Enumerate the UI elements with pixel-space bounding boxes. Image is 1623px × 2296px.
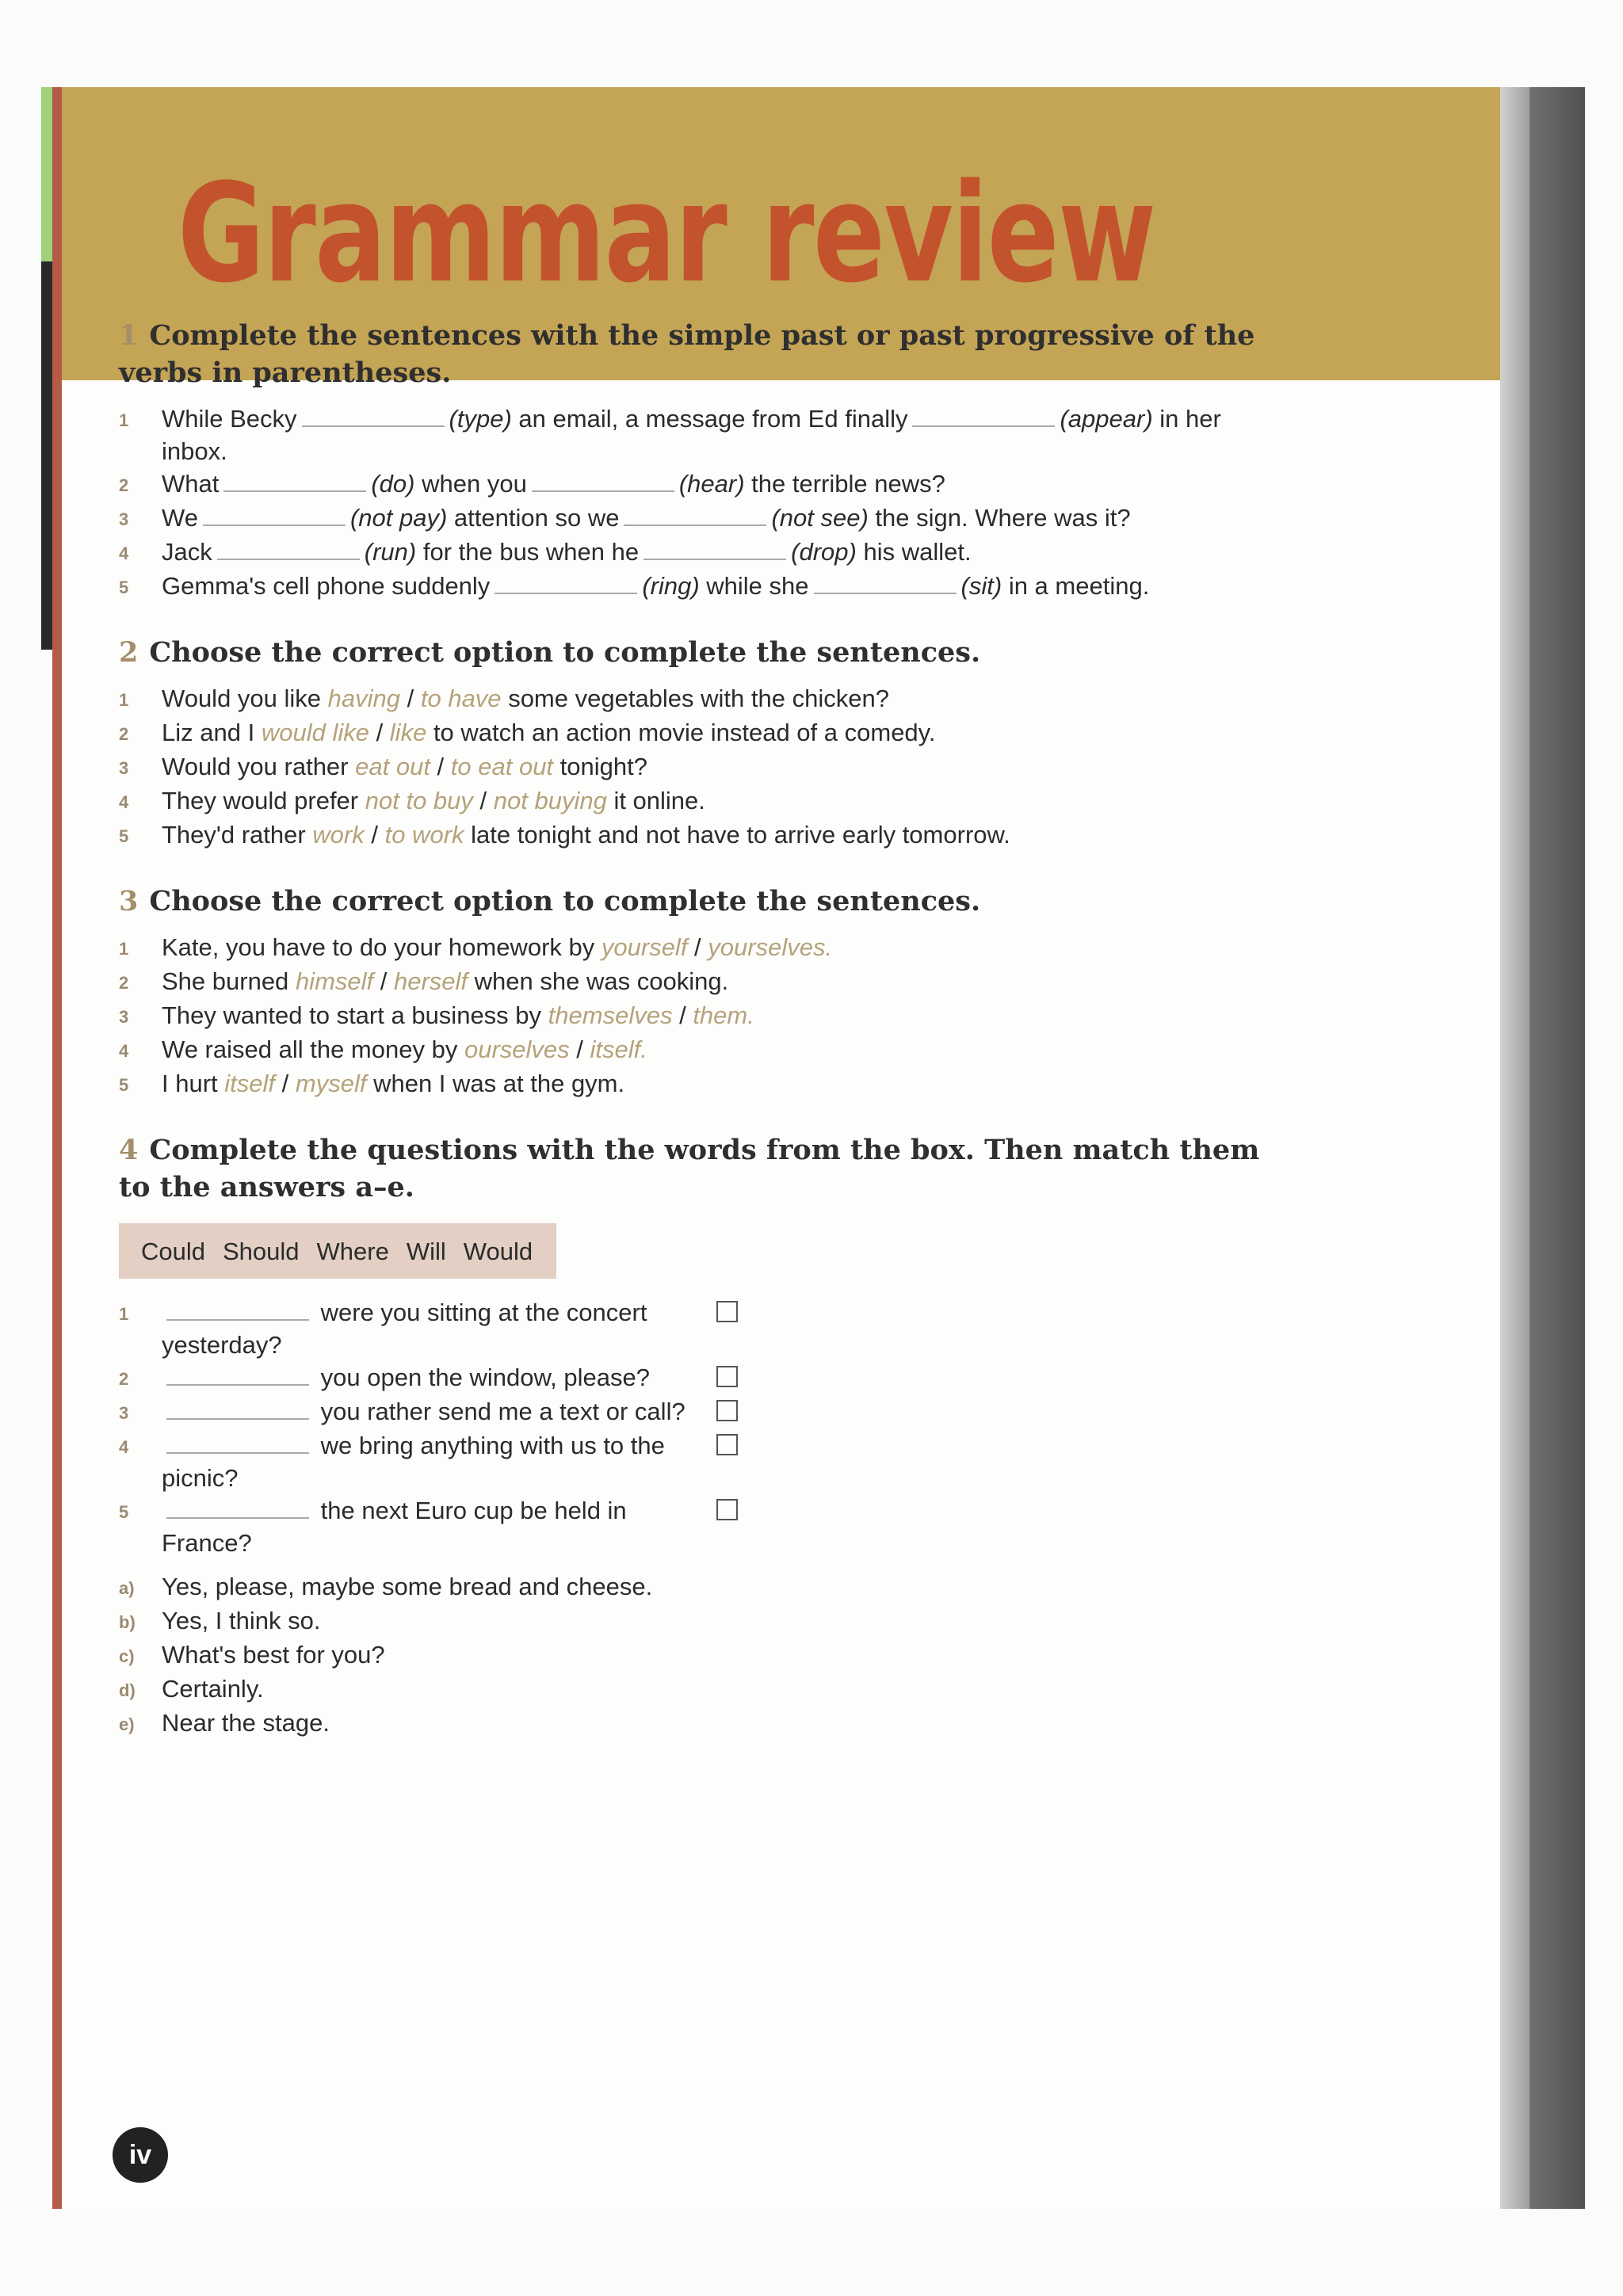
- item-text: [162, 467, 1268, 502]
- item-number: 5: [119, 1502, 129, 1522]
- item-text: Kate, you have to do your homework by yourself / yourselves.: [162, 933, 833, 961]
- answer-letter: e): [119, 1714, 135, 1734]
- item-text: [162, 502, 1268, 536]
- box-word: Will: [406, 1238, 446, 1265]
- sentence-part: were you sitting at the concert yesterday?: [162, 1299, 647, 1359]
- answer-blank[interactable]: [166, 1399, 309, 1420]
- sentence-part: to watch an action movie instead of a comedy.: [433, 719, 936, 746]
- item-number: 2: [119, 724, 129, 744]
- exercise-2: [119, 634, 1268, 852]
- option-b[interactable]: herself: [393, 967, 468, 995]
- exercise-3: [119, 883, 1268, 1101]
- answer-letter: c): [119, 1646, 135, 1666]
- question-row: [119, 1296, 1268, 1361]
- answer-text: What's best for you?: [162, 1641, 385, 1669]
- box-word: Should: [223, 1238, 300, 1265]
- match-checkbox[interactable]: [716, 1499, 738, 1520]
- verb-hint: (type): [449, 405, 512, 433]
- question-text: [162, 1395, 716, 1429]
- match-checkbox[interactable]: [716, 1434, 738, 1455]
- option-a[interactable]: himself: [295, 967, 374, 995]
- question-row: [119, 1494, 1268, 1559]
- sentence-part: She burned: [162, 967, 289, 995]
- box-word: Where: [316, 1238, 389, 1265]
- item-number: 2: [119, 1369, 129, 1389]
- answer-row: [119, 1638, 1268, 1672]
- question-text: [162, 1361, 716, 1395]
- exercise-instruction: Complete the sentences with the simple past or past progressive of the verbs in parentheses.: [119, 319, 1255, 389]
- exercise-item: [119, 570, 1268, 604]
- sentence-part: his wallet.: [863, 538, 972, 566]
- exercise-number: 3: [119, 885, 139, 917]
- option-b[interactable]: myself: [295, 1070, 367, 1097]
- answer-blank[interactable]: [643, 540, 786, 560]
- verb-hint: (drop): [791, 538, 857, 566]
- answer-blank[interactable]: [912, 406, 1055, 427]
- option-a[interactable]: yourself: [601, 933, 688, 961]
- answer-blank[interactable]: [223, 471, 366, 492]
- answer-letter: b): [119, 1612, 136, 1632]
- exercise-item: [119, 716, 1268, 750]
- option-b[interactable]: not buying: [493, 787, 607, 814]
- exercise-item: [119, 999, 1268, 1033]
- exercise-item: [119, 931, 1268, 965]
- exercise-2-heading: [119, 634, 1268, 671]
- item-text: They'd rather work / to work late tonight and not have to arrive early tomorrow.: [162, 821, 1010, 849]
- exercise-1: [119, 317, 1268, 604]
- option-a[interactable]: not to buy: [365, 787, 473, 814]
- verb-hint: (do): [371, 470, 415, 498]
- sentence-part: Would you rather: [162, 753, 349, 780]
- answer-letter: a): [119, 1578, 135, 1598]
- answer-row: [119, 1604, 1268, 1638]
- option-b[interactable]: itself.: [590, 1035, 647, 1063]
- exercise-number: 2: [119, 636, 139, 669]
- page-number-badge: iv: [113, 2127, 168, 2183]
- item-text: They wanted to start a business by themselves / them.: [162, 1001, 754, 1029]
- exercise-item: [119, 818, 1268, 852]
- option-a[interactable]: work: [312, 821, 365, 849]
- answer-blank[interactable]: [624, 505, 766, 526]
- exercise-4: [119, 1131, 1268, 1741]
- item-text: [162, 570, 1268, 604]
- exercise-2-items: [119, 682, 1268, 852]
- exercise-item: [119, 682, 1268, 716]
- sentence-part: We raised all the money by: [162, 1035, 458, 1063]
- exercise-item: [119, 467, 1268, 502]
- sentence-part: it online.: [613, 787, 705, 814]
- item-number: 3: [119, 1007, 129, 1027]
- exercise-4-heading: [119, 1131, 1268, 1206]
- sentence-part: we bring anything with us to the picnic?: [162, 1432, 665, 1492]
- question-text: [162, 1296, 716, 1361]
- answer-blank[interactable]: [217, 540, 360, 560]
- item-text: [162, 402, 1268, 467]
- exercise-item: [119, 750, 1268, 784]
- sentence-part: when you: [422, 470, 527, 498]
- item-text: I hurt itself / myself when I was at the gym.: [162, 1070, 625, 1097]
- exercise-3-heading: [119, 883, 1268, 920]
- option-b[interactable]: them.: [693, 1001, 754, 1029]
- exercise-4-questions: [119, 1296, 1268, 1559]
- question-row: [119, 1429, 1268, 1494]
- verb-hint: (sit): [960, 572, 1002, 600]
- exercise-1-items: [119, 402, 1268, 604]
- exercise-item: [119, 1033, 1268, 1067]
- match-checkbox[interactable]: [716, 1301, 738, 1322]
- item-text: We raised all the money by ourselves / itself.: [162, 1035, 647, 1063]
- answer-text: Yes, please, maybe some bread and cheese.: [162, 1573, 653, 1600]
- scan-dark-edge: [1529, 87, 1585, 2209]
- sentence-part: while she: [706, 572, 809, 600]
- verb-hint: (not pay): [349, 504, 448, 532]
- sentence-part: for the bus when he: [422, 538, 640, 566]
- option-a[interactable]: eat out: [355, 753, 430, 780]
- exercise-item: [119, 784, 1268, 818]
- sentence-part: They would prefer: [162, 787, 359, 814]
- exercise-item: [119, 502, 1268, 536]
- item-number: 1: [119, 690, 129, 710]
- question-text: [162, 1429, 716, 1494]
- item-number: 3: [119, 1403, 129, 1423]
- sentence-part: tonight?: [559, 753, 648, 780]
- box-word: Would: [463, 1238, 533, 1265]
- match-checkbox[interactable]: [716, 1366, 738, 1387]
- item-number: 5: [119, 578, 129, 597]
- option-b[interactable]: to work: [384, 821, 464, 849]
- box-word: Could: [141, 1238, 205, 1265]
- item-text: Would you like having / to have some vegetables with the chicken?: [162, 685, 889, 712]
- option-b[interactable]: like: [389, 719, 427, 746]
- sentence-part: Liz and I: [162, 719, 255, 746]
- exercise-item: [119, 965, 1268, 999]
- answer-blank[interactable]: [495, 574, 637, 594]
- answer-row: [119, 1672, 1268, 1707]
- sentence-part: I hurt: [162, 1070, 218, 1097]
- exercise-3-items: [119, 931, 1268, 1101]
- sentence-part: Would you like: [162, 685, 322, 712]
- item-text: They would prefer not to buy / not buying it online.: [162, 787, 705, 814]
- item-number: 2: [119, 475, 129, 495]
- answer-blank[interactable]: [166, 1300, 309, 1321]
- sentence-part: the sign. Where was it?: [875, 504, 1131, 532]
- sentence-part: Jack: [162, 538, 212, 566]
- exercise-number: 1: [119, 319, 139, 352]
- sentence-part: an email, a message from Ed finally: [518, 405, 908, 433]
- item-number: 4: [119, 792, 129, 812]
- spine-red-strip: [52, 87, 62, 2209]
- answer-letter: d): [119, 1680, 136, 1700]
- sentence-part: They wanted to start a business by: [162, 1001, 542, 1029]
- match-checkbox[interactable]: [716, 1400, 738, 1421]
- exercise-item: [119, 1067, 1268, 1101]
- word-box: [119, 1223, 556, 1279]
- answer-blank[interactable]: [166, 1365, 309, 1386]
- answer-row: [119, 1570, 1268, 1604]
- sentence-part: the terrible news?: [751, 470, 945, 498]
- exercise-instruction: Complete the questions with the words from the box. Then match them to the answers a–e.: [119, 1134, 1260, 1203]
- sentence-part: when I was at the gym.: [373, 1070, 625, 1097]
- item-text: She burned himself / herself when she was cooking.: [162, 967, 729, 995]
- exercise-number: 4: [119, 1134, 139, 1166]
- answer-row: [119, 1707, 1268, 1741]
- sentence-part: Gemma's cell phone suddenly: [162, 572, 491, 600]
- item-number: 5: [119, 826, 129, 846]
- option-b[interactable]: to have: [420, 685, 502, 712]
- answer-blank[interactable]: [814, 574, 957, 594]
- question-row: [119, 1395, 1268, 1429]
- verb-hint: (not see): [771, 504, 869, 532]
- item-number: 4: [119, 1437, 129, 1457]
- answer-text: Certainly.: [162, 1675, 264, 1703]
- option-a[interactable]: itself: [224, 1070, 276, 1097]
- question-row: [119, 1361, 1268, 1395]
- option-b[interactable]: to eat out: [450, 753, 554, 780]
- answer-blank[interactable]: [532, 471, 674, 492]
- answer-blank[interactable]: [302, 406, 445, 427]
- sentence-part: some vegetables with the chicken?: [508, 685, 889, 712]
- sentence-part: Kate, you have to do your homework by: [162, 933, 595, 961]
- item-text: Would you rather eat out / to eat out tonight?: [162, 753, 648, 780]
- sentence-part: They'd rather: [162, 821, 306, 849]
- verb-hint: (hear): [678, 470, 745, 498]
- verb-hint: (ring): [642, 572, 700, 600]
- option-a[interactable]: having: [327, 685, 401, 712]
- item-number: 1: [119, 1304, 129, 1324]
- verb-hint: (appear): [1060, 405, 1153, 433]
- page-title: Grammar review: [178, 154, 1155, 313]
- answer-blank[interactable]: [166, 1498, 309, 1519]
- item-number: 3: [119, 758, 129, 778]
- question-text: [162, 1494, 716, 1559]
- item-text: [162, 536, 1268, 570]
- item-number: 4: [119, 1041, 129, 1061]
- item-number: 1: [119, 410, 129, 430]
- option-a[interactable]: would like: [261, 719, 369, 746]
- item-text: Liz and I would like / like to watch an action movie instead of a comedy.: [162, 719, 936, 746]
- exercise-item: [119, 402, 1268, 467]
- option-a[interactable]: ourselves: [464, 1035, 570, 1063]
- exercises: [119, 317, 1268, 1771]
- item-number: 4: [119, 543, 129, 563]
- option-b[interactable]: yourselves.: [708, 933, 833, 961]
- exercise-instruction: Choose the correct option to complete the sentences.: [149, 885, 981, 917]
- sentence-part: when she was cooking.: [474, 967, 729, 995]
- sentence-part: late tonight and not have to arrive early tomorrow.: [471, 821, 1010, 849]
- sentence-part: While Becky: [162, 405, 297, 433]
- answer-text: Yes, I think so.: [162, 1607, 321, 1634]
- answer-text: Near the stage.: [162, 1709, 330, 1737]
- item-number: 5: [119, 1075, 129, 1095]
- item-number: 2: [119, 973, 129, 993]
- sentence-part: attention so we: [453, 504, 620, 532]
- sentence-part: What: [162, 470, 220, 498]
- sentence-part: the next Euro cup be held in France?: [162, 1497, 627, 1557]
- exercise-instruction: Choose the correct option to complete the sentences.: [149, 636, 981, 669]
- verb-hint: (run): [364, 538, 417, 566]
- sentence-part: you rather send me a text or call?: [320, 1398, 685, 1425]
- item-number: 3: [119, 509, 129, 529]
- answer-blank[interactable]: [166, 1433, 309, 1454]
- sentence-part: We: [162, 504, 198, 532]
- sentence-part: you open the window, please?: [320, 1363, 650, 1391]
- exercise-4-answers: [119, 1570, 1268, 1741]
- answer-blank[interactable]: [203, 505, 346, 526]
- exercise-1-heading: [119, 317, 1268, 391]
- sentence-part: in a meeting.: [1008, 572, 1150, 600]
- option-a[interactable]: themselves: [548, 1001, 673, 1029]
- item-number: 1: [119, 939, 129, 959]
- exercise-item: [119, 536, 1268, 570]
- sentence-part: in her inbox.: [162, 405, 1221, 465]
